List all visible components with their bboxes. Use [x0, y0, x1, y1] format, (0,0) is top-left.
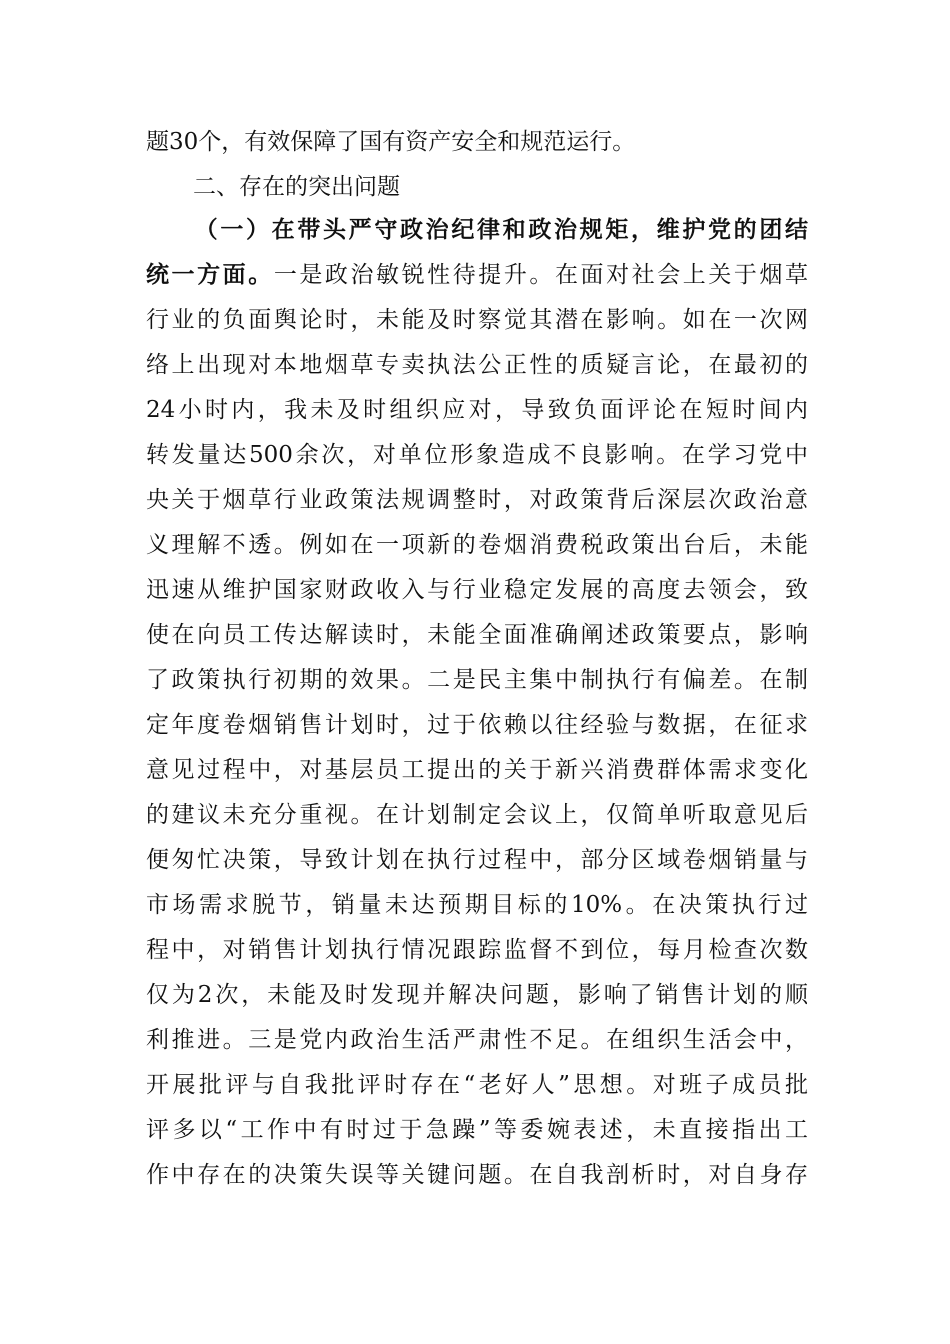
body-line: 利推进。三是党内政治生活严肃性不足。在组织生活会中，: [146, 1027, 808, 1053]
body-line: 义理解不透。例如在一项新的卷烟消费税政策出台后，未能: [146, 532, 808, 558]
body-line: 的建议未充分重视。在计划制定会议上，仅简单听取意见后: [146, 802, 808, 828]
intro-line: 题30个，有效保障了国有资产安全和规范运行。: [146, 129, 636, 155]
body-line: 24小时内，我未及时组织应对，导致负面评论在短时间内: [146, 397, 808, 423]
body-line: 作中存在的决策失误等关键问题。在自我剖析时，对自身存: [146, 1162, 808, 1188]
body-line: 仅为2次，未能及时发现并解决问题，影响了销售计划的顺: [146, 982, 808, 1008]
section-heading: 二、存在的突出问题: [193, 174, 400, 200]
subsection-title-part1: （一）在带头严守政治纪律和政治规矩，维护党的团结: [192, 216, 808, 243]
body-line: 市场需求脱节，销量未达预期目标的10%。在决策执行过: [146, 892, 808, 918]
subsection-line2-rest: 一是政治敏锐性待提升。在面对社会上关于烟草: [273, 262, 809, 288]
body-line: 转发量达500余次，对单位形象造成不良影响。在学习党中: [146, 442, 808, 468]
body-line: 评多以“工作中有时过于急躁”等委婉表述，未直接指出工: [146, 1117, 808, 1143]
body-line: 央关于烟草行业政策法规调整时，对政策背后深层次政治意: [146, 487, 808, 513]
body-line: 行业的负面舆论时，未能及时察觉其潜在影响。如在一次网: [146, 307, 808, 333]
body-line: 开展批评与自我批评时存在“老好人”思想。对班子成员批: [146, 1072, 808, 1098]
body-line: 定年度卷烟销售计划时，过于依赖以往经验与数据，在征求: [146, 712, 808, 738]
body-line: 络上出现对本地烟草专卖执法公正性的质疑言论，在最初的: [146, 352, 808, 378]
subsection-title-part2: 统一方面。: [146, 261, 274, 288]
subsection-title-continuation: [146, 260, 808, 290]
body-line: 程中，对销售计划执行情况跟踪监督不到位，每月检查次数: [146, 937, 808, 963]
body-line: 使在向员工传达解读时，未能全面准确阐述政策要点，影响: [146, 622, 808, 648]
body-line: 便匆忙决策，导致计划在执行过程中，部分区域卷烟销量与: [146, 847, 808, 873]
body-line: 意见过程中，对基层员工提出的关于新兴消费群体需求变化: [146, 757, 808, 783]
subsection-title-line: [146, 215, 808, 245]
body-line: 了政策执行初期的效果。二是民主集中制执行有偏差。在制: [146, 667, 808, 693]
body-line: 迅速从维护国家财政收入与行业稳定发展的高度去领会，致: [146, 577, 808, 603]
